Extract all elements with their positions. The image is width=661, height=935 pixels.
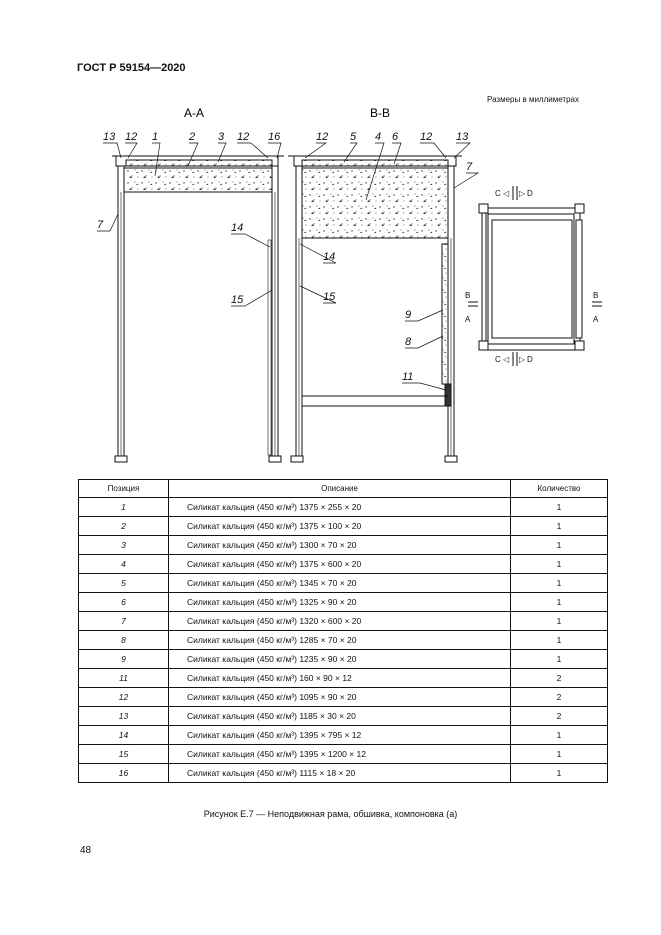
callout-4: 4	[375, 131, 382, 143]
view-bb	[288, 156, 462, 462]
cell-description: Силикат кальция (450 кг/м³) 1375 × 255 × 20	[169, 498, 511, 517]
table-row	[79, 555, 608, 574]
callout-3: 3	[218, 131, 225, 143]
column-header-position: Позиция	[79, 480, 169, 498]
cell-description: Силикат кальция (450 кг/м³) 1375 × 100 × 20	[169, 517, 511, 536]
callout-14: 14	[231, 222, 244, 234]
cell-description: Силикат кальция (450 кг/м³) 1325 × 90 × 20	[169, 593, 511, 612]
cell-position: 8	[79, 631, 169, 650]
mark-c-bottom: C	[495, 355, 501, 364]
mark-d-bottom: D	[527, 355, 533, 364]
page-number: 48	[80, 845, 92, 856]
callout-13b: 13	[456, 131, 469, 143]
callout-5: 5	[350, 131, 357, 143]
arrow-c-top: ◁	[503, 189, 510, 198]
cell-position: 13	[79, 707, 169, 726]
cell-description: Силикат кальция (450 кг/м³) 1395 × 1200 × 12	[169, 745, 511, 764]
cell-quantity: 1	[511, 745, 608, 764]
cell-position: 12	[79, 688, 169, 707]
callout-13: 13	[103, 131, 116, 143]
cell-description: Силикат кальция (450 кг/м³) 1320 × 600 × 20	[169, 612, 511, 631]
column-header-quantity: Количество	[511, 480, 608, 498]
cell-description: Силикат кальция (450 кг/м³) 1375 × 600 × 20	[169, 555, 511, 574]
cell-position: 15	[79, 745, 169, 764]
table-row	[79, 745, 608, 764]
callout-9: 9	[405, 309, 412, 321]
section-bb-label: В-В	[370, 106, 391, 120]
column-header-description: Описание	[169, 480, 511, 498]
cell-position: 11	[79, 669, 169, 688]
callout-12d: 12	[420, 131, 433, 143]
callout-7b: 7	[466, 161, 473, 173]
mark-c-top: C	[495, 189, 501, 198]
table-row	[79, 498, 608, 517]
callout-12c: 12	[316, 131, 329, 143]
cell-description: Силикат кальция (450 кг/м³) 1300 × 70 × 20	[169, 536, 511, 555]
cell-position: 4	[79, 555, 169, 574]
arrow-d-bottom: ▷	[519, 355, 526, 364]
cell-description: Силикат кальция (450 кг/м³) 1115 × 18 × 20	[169, 764, 511, 783]
cell-position: 5	[79, 574, 169, 593]
mark-a-right: A	[593, 315, 599, 324]
callout-1: 1	[152, 131, 159, 143]
cell-position: 2	[79, 517, 169, 536]
cell-description: Силикат кальция (450 кг/м³) 1345 × 70 × 20	[169, 574, 511, 593]
standard-header: ГОСТ Р 59154—2020	[77, 62, 186, 74]
cell-position: 9	[79, 650, 169, 669]
table-row	[79, 707, 608, 726]
cell-description: Силикат кальция (450 кг/м³) 1395 × 795 × 12	[169, 726, 511, 745]
cell-quantity: 1	[511, 517, 608, 536]
cell-quantity: 1	[511, 555, 608, 574]
technical-drawing	[0, 95, 661, 470]
table-row	[79, 764, 608, 783]
table-row	[79, 726, 608, 745]
cell-quantity: 2	[511, 688, 608, 707]
cell-quantity: 1	[511, 498, 608, 517]
cell-quantity: 1	[511, 574, 608, 593]
callout-12: 12	[125, 131, 138, 143]
callout-15: 15	[231, 294, 244, 306]
cell-position: 7	[79, 612, 169, 631]
table-row	[79, 517, 608, 536]
callout-14b: 14	[323, 251, 336, 263]
cell-quantity: 1	[511, 631, 608, 650]
cell-description: Силикат кальция (450 кг/м³) 1185 × 30 × 20	[169, 707, 511, 726]
cell-quantity: 2	[511, 669, 608, 688]
section-aa-label: А-А	[184, 106, 205, 120]
mark-a-left: A	[465, 315, 471, 324]
cell-quantity: 1	[511, 536, 608, 555]
callout-6: 6	[392, 131, 399, 143]
mark-d-top: D	[527, 189, 533, 198]
cell-description: Силикат кальция (450 кг/м³) 1095 × 90 × 20	[169, 688, 511, 707]
view-aa	[112, 156, 284, 462]
cell-description: Силикат кальция (450 кг/м³) 1285 × 70 × 20	[169, 631, 511, 650]
callout-15b: 15	[323, 291, 336, 303]
leaders-aa	[97, 143, 281, 306]
table-header-row	[79, 480, 608, 498]
cell-position: 16	[79, 764, 169, 783]
cell-quantity: 1	[511, 612, 608, 631]
table-row	[79, 536, 608, 555]
dimensions-note: Размеры в миллиметрах	[487, 95, 579, 104]
table-row	[79, 593, 608, 612]
arrow-c-bottom: ◁	[503, 355, 510, 364]
callout-8: 8	[405, 336, 412, 348]
callout-2: 2	[189, 131, 196, 143]
cell-position: 3	[79, 536, 169, 555]
table-row	[79, 688, 608, 707]
arrow-d-top: ▷	[519, 189, 526, 198]
cell-quantity: 2	[511, 707, 608, 726]
cell-quantity: 1	[511, 726, 608, 745]
callout-16: 16	[268, 131, 281, 143]
table-row	[79, 574, 608, 593]
callout-11: 11	[402, 371, 414, 383]
mark-b-left: B	[465, 291, 471, 300]
table-row	[79, 669, 608, 688]
cell-position: 1	[79, 498, 169, 517]
cell-position: 14	[79, 726, 169, 745]
table-row	[79, 612, 608, 631]
callout-7: 7	[97, 219, 104, 231]
plan-view	[468, 186, 602, 366]
mark-b-right: B	[593, 291, 599, 300]
cell-quantity: 1	[511, 764, 608, 783]
cell-quantity: 1	[511, 650, 608, 669]
cell-description: Силикат кальция (450 кг/м³) 1235 × 90 × 20	[169, 650, 511, 669]
callout-12b: 12	[237, 131, 250, 143]
cell-position: 6	[79, 593, 169, 612]
table-row	[79, 650, 608, 669]
cell-description: Силикат кальция (450 кг/м³) 160 × 90 × 12	[169, 669, 511, 688]
figure-caption: Рисунок Е.7 — Неподвижная рама, обшивка, компоновка (а)	[203, 809, 458, 819]
table-row	[79, 631, 608, 650]
parts-table	[78, 479, 608, 783]
cell-quantity: 1	[511, 593, 608, 612]
